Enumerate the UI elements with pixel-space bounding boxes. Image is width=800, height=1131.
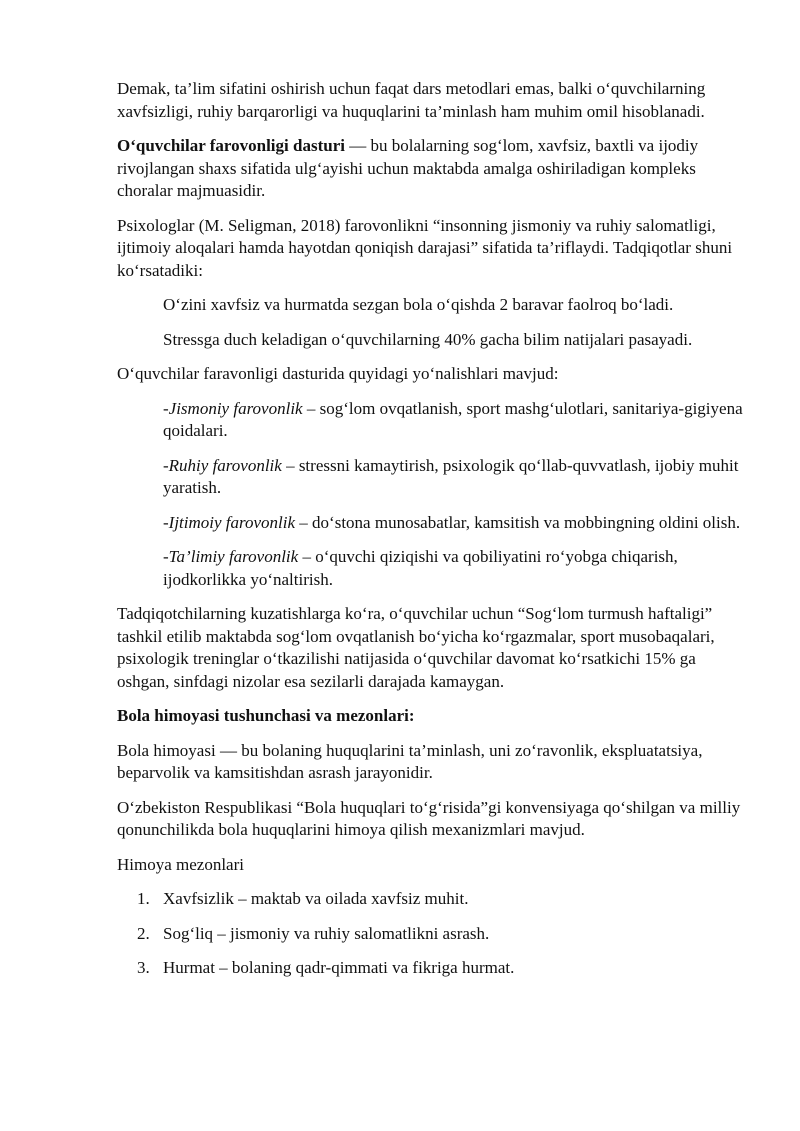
paragraph-research: Tadqiqotchilarning kuzatishlarga ko‘ra, o‘quvchilar uchun “Sog‘lom turmush haftaligi” tashkil etilib maktabda sog‘lom ovqatlanish bo‘yicha ko‘rgazmalar, sport musobaqalari, psixologik treninglar o‘tkazilishi natijasida o‘quvchilar davomat ko‘rsatkichi 15% ga oshgan, sinfdagi nizolar esa sezilarli darajada kamaygan.: [117, 604, 715, 691]
definition-text: — bu bolalarning sog‘lom, xavfsiz, baxtli va ijodiy rivojlangan shaxs sifatida ulg‘ayishi uchun maktabda amalga oshiriladigan kompleks choralar majmuasidir.: [117, 136, 699, 200]
document-body: [117, 78, 743, 992]
direction-physical: [117, 398, 743, 443]
paragraph-intro: Demak, ta’lim sifatini oshirish uchun faqat dars metodlari emas, balki o‘quvchilarning xavfsizligi, ruhiy barqarorligi va huquqlarini ta’minlash ham muhim omil hisoblanadi.: [117, 79, 706, 121]
direction-educational: [117, 546, 743, 591]
finding-1: O‘zini xavfsiz va hurmatda sezgan bola o‘qishda 2 baravar faolroq bo‘ladi.: [163, 295, 674, 314]
list-item: [117, 888, 743, 911]
direction-term: -Ta’limiy farovonlik: [163, 547, 299, 566]
list-number: 2.: [137, 923, 150, 943]
direction-mental: [117, 455, 743, 500]
direction-text: – do‘stona munosabatlar, kamsitish va mobbingning oldini olish.: [295, 512, 741, 532]
direction-text: – sog‘lom ovqatlanish, sport mashg‘ulotlari, sanitariya-gigiyena qoidalari.: [163, 398, 743, 440]
direction-text: – o‘quvchi qiziqishi va qobiliyatini ro‘yobga chiqarish, ijodkorlikka yo‘naltirish.: [163, 547, 678, 589]
direction-text: – stressni kamaytirish, psixologik qo‘llab-quvvatlash, ijobiy muhit yaratish.: [163, 455, 739, 497]
list-number: 3.: [137, 958, 150, 977]
list-text: Xavfsizlik – maktab va oilada xavfsiz muhit.: [163, 889, 469, 908]
direction-social: [117, 512, 743, 535]
list-item: [117, 923, 743, 946]
criteria-list: [117, 888, 743, 980]
paragraph-directions: O‘quvchilar faravonligi dasturida quyidagi yo‘nalishlari mavjud:: [117, 364, 559, 383]
heading-text: Bola himoyasi tushunchasi va mezonlari:: [117, 706, 415, 725]
section-heading: [117, 705, 743, 728]
term-wellbeing-program: O‘quvchilar farovonligi dasturi: [117, 136, 345, 155]
paragraph-psychologists: Psixologlar (M. Seligman, 2018) farovonlikni “insonning jismoniy va ruhiy salomatligi, ijtimoiy aloqalari hamda hayotdan qoniqish darajasi” sifatida ta’riflaydi. Tadqiqotlar shuni ko‘rsatadiki:: [117, 215, 733, 280]
direction-term: -Jismoniy farovonlik: [163, 398, 303, 418]
list-number: 1.: [137, 889, 150, 908]
direction-term: -Ijtimoiy farovonlik: [163, 512, 296, 532]
list-text: Hurmat – bolaning qadr-qimmati va fikriga hurmat.: [163, 958, 515, 977]
paragraph-definition: [117, 135, 743, 203]
finding-2: Stressga duch keladigan o‘quvchilarning 40% gacha bilim natijalari pasayadi.: [163, 329, 693, 349]
paragraph-criteria-title: Himoya mezonlari: [117, 854, 244, 874]
list-text: Sog‘liq – jismoniy va ruhiy salomatlikni asrash.: [163, 923, 490, 943]
list-item: [117, 957, 743, 980]
direction-term: -Ruhiy farovonlik: [163, 455, 282, 475]
paragraph-uzbekistan: O‘zbekiston Respublikasi “Bola huquqlari to‘g‘risida”gi konvensiyaga qo‘shilgan va milliy qonunchilikda bola huquqlarini himoya qilish mexanizmlari mavjud.: [117, 797, 741, 839]
paragraph-child-protection: Bola himoyasi — bu bolaning huquqlarini ta’minlash, uni zo‘ravonlik, ekspluatatsiya, beparvolik va kamsitishdan asrash jarayonidir.: [117, 740, 703, 782]
